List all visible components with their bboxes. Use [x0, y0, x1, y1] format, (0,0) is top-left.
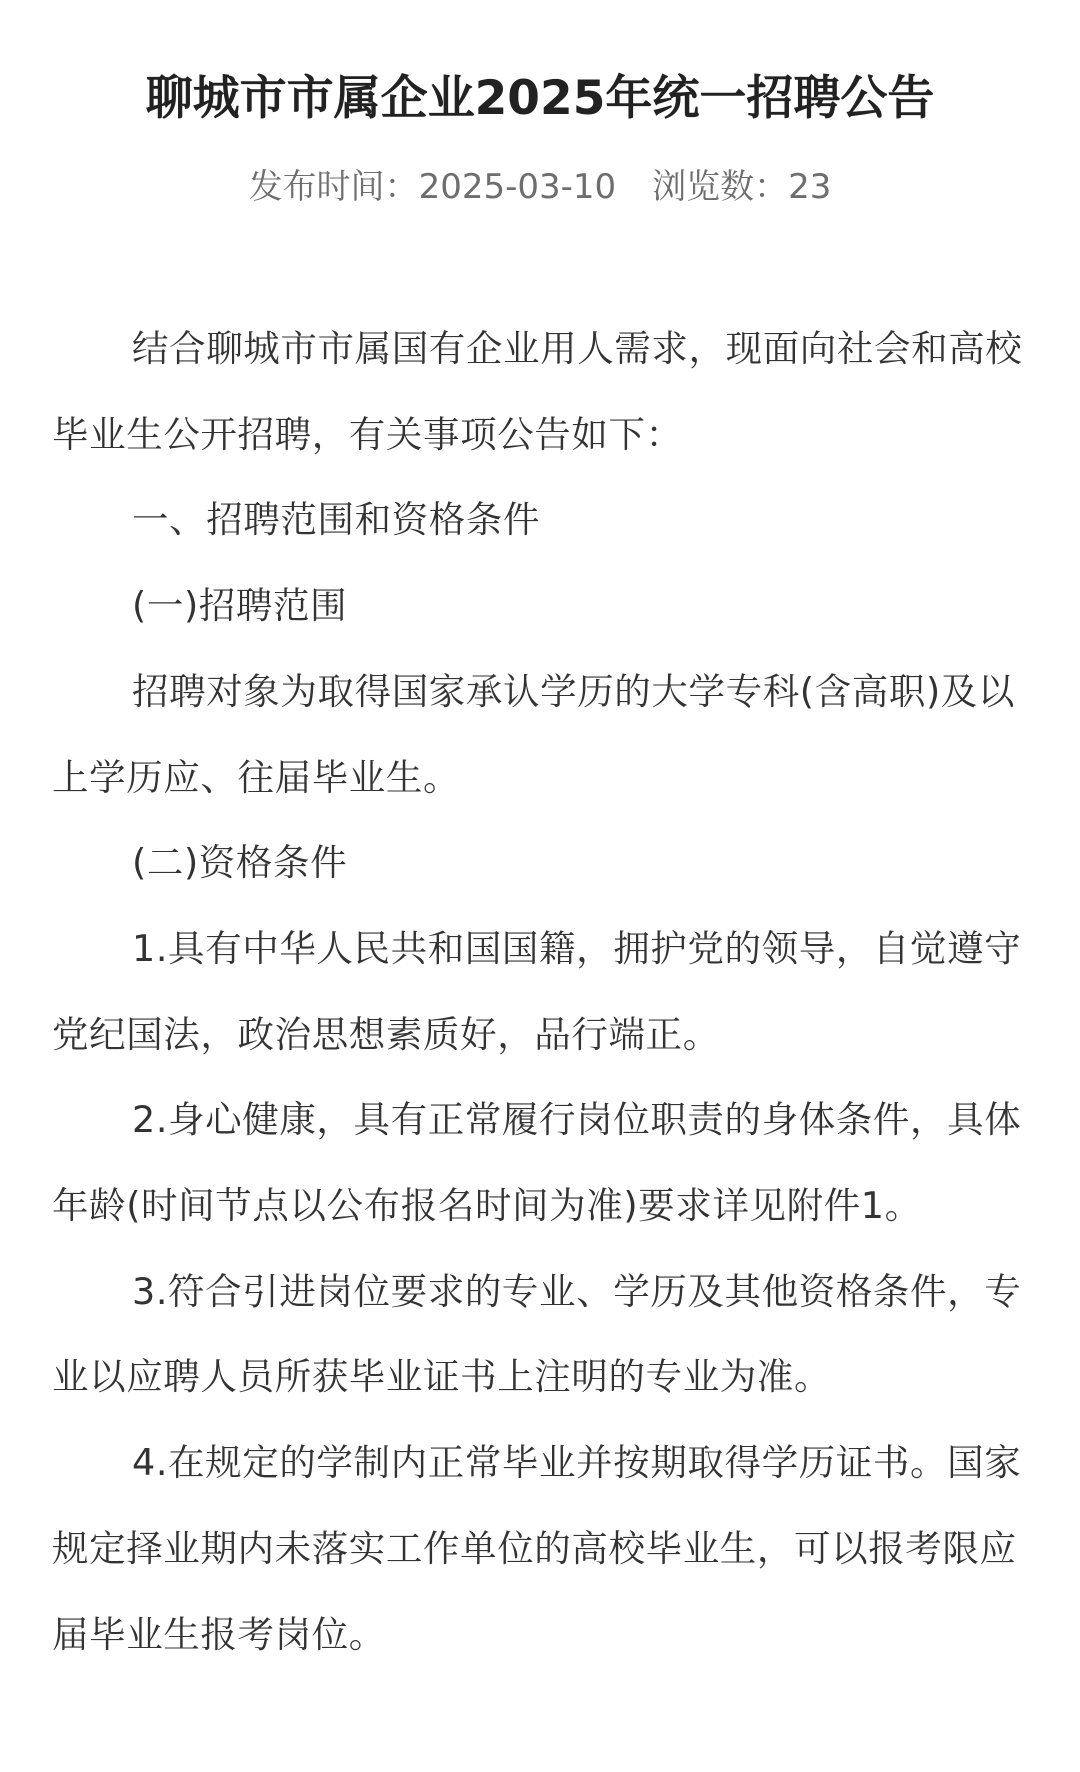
page-title: 聊城市市属企业2025年统一招聘公告 — [145, 71, 935, 127]
views-label: 浏览数： — [652, 167, 789, 207]
qualification-item-1: 1.具有中华人民共和国国籍，拥护党的领导，自觉遵守党纪国法，政治思想素质好，品行端正。 — [52, 926, 1022, 1056]
subsection-heading-qualifications: (二)资格条件 — [132, 841, 348, 885]
subsection-heading-scope: (一)招聘范围 — [132, 584, 348, 628]
paragraph-scope: 招聘对象为取得国家承认学历的大学专科(含高职)及以上学历应、往届毕业生。 — [52, 669, 1015, 799]
views-count: 23 — [788, 167, 832, 207]
qualification-item-3: 3.符合引进岗位要求的专业、学历及其他资格条件，专业以应聘人员所获毕业证书上注明的专业为准。 — [52, 1269, 1022, 1399]
publish-date: 2025-03-10 — [418, 167, 617, 207]
publish-label: 发布时间： — [248, 167, 419, 207]
article-meta — [0, 163, 1080, 211]
qualification-item-4: 4.在规定的学制内正常毕业并按期取得学历证书。国家规定择业期内未落实工作单位的高校毕业生，可以报考限应届毕业生报考岗位。 — [52, 1441, 1022, 1656]
section-heading-1: 一、招聘范围和资格条件 — [132, 498, 541, 542]
article-body — [52, 306, 1028, 1677]
paragraph-intro: 结合聊城市市属国有企业用人需求，现面向社会和高校毕业生公开招聘，有关事项公告如下： — [52, 327, 1023, 456]
qualification-item-2: 2.身心健康，具有正常履行岗位职责的身体条件，具体年龄(时间节点以公布报名时间为准)要求详见附件1。 — [52, 1098, 1022, 1228]
